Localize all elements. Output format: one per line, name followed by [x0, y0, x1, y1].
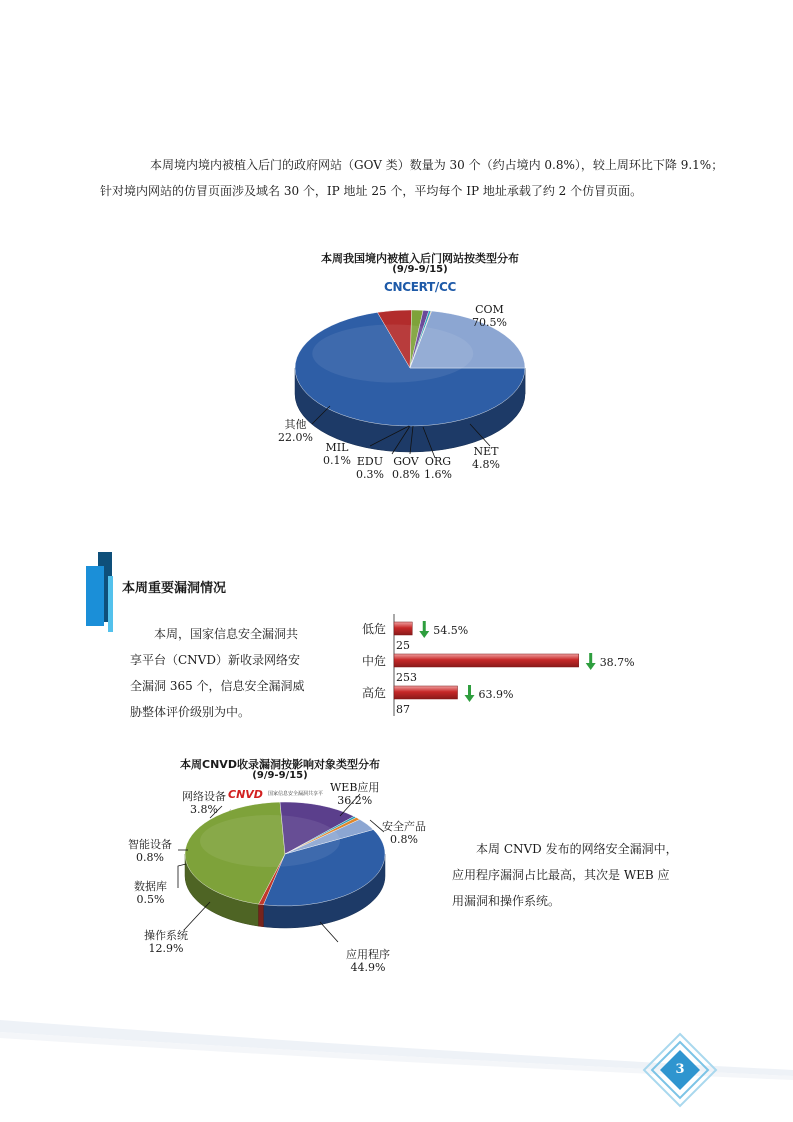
down-arrow-icon-0: [419, 621, 429, 638]
chart3-subtitle: (9/9-9/15): [252, 770, 308, 781]
bar-value-2: 87: [396, 703, 410, 716]
cncert-logo: CNCERT/CC: [383, 280, 457, 294]
right-paragraph: [452, 836, 712, 914]
cnvd-line-4: 胁整体评价级别为中。: [130, 705, 251, 719]
bar-value-0: 25: [396, 639, 410, 652]
bar-category-1: 中危: [361, 654, 386, 668]
chart3-pie: [170, 792, 420, 962]
chart3-label-os: 操作系统 12.9%: [144, 929, 188, 955]
chart3-leader-os: [184, 902, 210, 930]
chart1-label-gov: GOV 0.8%: [392, 455, 420, 481]
intro-line-2: 针对境内网站的仿冒页面涉及域名 30 个，IP 地址 25 个，平均每个 IP 地址承载了约 2 个仿冒页面。: [100, 184, 643, 198]
chart1-label-com: COM 70.5%: [472, 303, 507, 329]
chart3-label-database: 数据库 0.5%: [134, 880, 167, 906]
right-line-3: 用漏洞和操作系统。: [452, 894, 561, 908]
chart3-label-smart-device: 智能设备 0.8%: [128, 838, 172, 864]
bar-value-1: 253: [396, 671, 417, 684]
chart3-label-web: WEB应用 36.2%: [330, 781, 380, 807]
cnvd-line-3: 全漏洞 365 个，信息安全漏洞威: [130, 679, 305, 693]
cnvd-line-2: 享平台（CNVD）新收录网络安: [130, 653, 300, 667]
chart3-label-application: 应用程序 44.9%: [346, 948, 390, 974]
bar-category-2: 高危: [361, 686, 386, 700]
severity-bar-chart: [350, 610, 660, 720]
cnvd-line-1: 本周，国家信息安全漏洞共: [154, 627, 299, 641]
chart1-label-org: ORG 1.6%: [424, 455, 452, 481]
section-header-decoration: [86, 552, 114, 632]
bar-2: [394, 686, 458, 699]
cnvd-logo: CNVD 国家信息安全漏洞共享平: [228, 788, 324, 801]
right-line-2: 应用程序漏洞占比最高，其次是 WEB 应: [452, 868, 670, 882]
chart1-label-net: NET 4.8%: [472, 445, 500, 471]
down-arrow-icon-1: [586, 653, 596, 670]
cnvd-paragraph: [130, 621, 340, 725]
page-number-badge: [642, 1032, 718, 1108]
chart3-leader-application: [320, 922, 338, 942]
bar-change-0: 54.5%: [433, 624, 469, 637]
chart3-label-network-device: 网络设备 3.8%: [182, 790, 226, 816]
bar-category-0: 低危: [361, 622, 386, 636]
bar-0: [394, 622, 412, 635]
down-arrow-icon-2: [465, 685, 475, 702]
chart3-label-security-product: 安全产品 0.8%: [382, 820, 426, 846]
chart3-highlight: [200, 815, 340, 867]
intro-paragraph: [100, 152, 740, 204]
bar-change-2: 63.9%: [478, 688, 514, 701]
chart1-title: 本周我国境内被植入后门网站按类型分布: [321, 252, 519, 265]
intro-line-1: 本周境内境内被植入后门的政府网站（GOV 类）数量为 30 个（约占境内 0.8%），较上周环比下降 9.1%；: [150, 158, 724, 172]
bar-change-1: 38.7%: [599, 656, 635, 669]
chart1-label-mil: MIL 0.1%: [323, 441, 351, 467]
right-line-1: 本周 CNVD 发布的网络安全漏洞中，: [476, 842, 678, 856]
chart3-side-1-2: [259, 904, 264, 927]
chart1-subtitle: (9/9-9/15): [392, 264, 448, 275]
chart1-highlight: [312, 325, 473, 383]
section-title: 本周重要漏洞情况: [122, 581, 227, 596]
chart1-label-edu: EDU 0.3%: [356, 455, 384, 481]
chart1-label-other: 其他 22.0%: [278, 418, 313, 444]
bar-1: [394, 654, 579, 667]
chart3-title: 本周CNVD收录漏洞按影响对象类型分布: [180, 758, 380, 771]
page-number: 3: [675, 1062, 685, 1077]
